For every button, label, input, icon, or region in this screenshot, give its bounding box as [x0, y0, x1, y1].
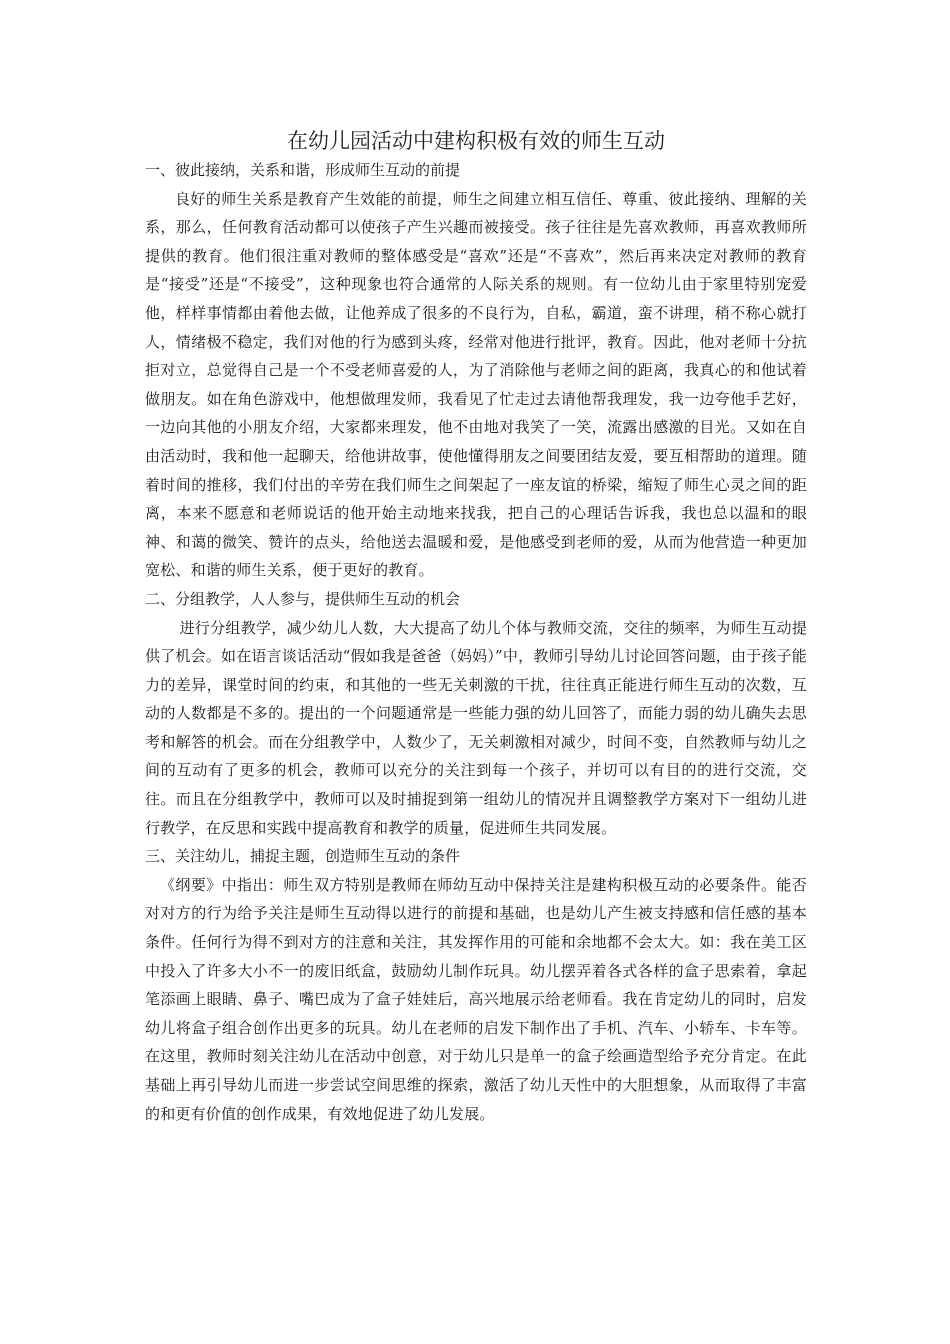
section-heading: 三、关注幼儿，捕捉主题，创造师生互动的条件: [145, 847, 461, 866]
section-1: [145, 156, 807, 585]
section-heading: 二、分组教学，人人参与，提供师生互动的机会: [145, 589, 461, 608]
section-paragraph: 进行分组教学，减少幼儿人数，大大提高了幼儿个体与教师交流，交往的频率，为师生互动提供了机会。如在语言谈话活动“假如我是爸爸（妈妈）”中，教师引导幼儿讨论回答问题，由于孩子能力的差异，课堂时间的约束，和其他的一些无关刺激的干扰，往往真正能进行师生互动的次数，互动的人数都是不多的。提出的一个问题通常是一些能力强的幼儿回答了，而能力弱的幼儿确失去思考和解答的机会。而在分组教学中，人数少了，无关刺激相对减少，时间不变，自然教师与幼儿之间的互动有了更多的机会，教师可以充分的关注到每一个孩子，并切可以有目的的进行交流，交往。而且在分组教学中，教师可以及时捕捉到第一组幼儿的情况并且调整教学方案对下一组幼儿进行教学，在反思和实践中提高教育和教学的质量，促进师生共同发展。: [145, 618, 807, 837]
section-3: [145, 842, 807, 1128]
section-heading: 一、彼此接纳，关系和谐，形成师生互动的前提: [145, 161, 461, 179]
document-body: [145, 126, 807, 1128]
section-2: [145, 585, 807, 842]
section-paragraph: 良好的师生关系是教育产生效能的前提，师生之间建立相互信任、尊重、彼此接纳、理解的关系，那么，任何教育活动都可以使孩子产生兴趣而被接受。孩子往往是先喜欢教师，再喜欢教师所提供的教育。他们很注重对教师的整体感受是“喜欢”还是“不喜欢”，然后再来决定对教师的教育是“接受”还是“不接受”，这种现象也符合通常的人际关系的规则。有一位幼儿由于家里特别宠爱他，样样事情都由着他去做，让他养成了很多的不良行为，自私，霸道，蛮不讲理，稍不称心就打人，情绪极不稳定，我们对他的行为感到头疼，经常对他进行批评，教育。因此，他对老师十分抗拒对立，总觉得自己是一个不受老师喜爱的人，为了消除他与老师之间的距离，我真心的和他试着做朋友。如在角色游戏中，他想做理发师，我看见了忙走过去请他帮我理发，我一边夸他手艺好，一边向其他的小朋友介绍，大家都来理发，他不由地对我笑了一笑，流露出感激的目光。又如在自由活动时，我和他一起聊天，给他讲故事，使他懂得朋友之间要团结友爱，要互相帮助的道理。随着时间的推移，我们付出的辛劳在我们师生之间架起了一座友谊的桥梁，缩短了师生心灵之间的距离，本来不愿意和老师说话的他开始主动地来找我，把自己的心理话告诉我，我也总以温和的眼神、和蔼的微笑、赞许的点头，给他送去温暖和爱，是他感受到老师的爱，从而为他营造一种更加宽松、和谐的师生关系，便于更好的教育。: [145, 189, 807, 580]
section-paragraph: 《纲要》中指出：师生双方特别是教师在师幼互动中保持关注是建构积极互动的必要条件。能否对对方的行为给予关注是师生互动得以进行的前提和基础，也是幼儿产生被支持感和信任感的基本条件。任何行为得不到对方的注意和关注，其发挥作用的可能和余地都不会太大。如：我在美工区中投入了许多大小不一的废旧纸盒，鼓励幼儿制作玩具。幼儿摆弄着各式各样的盒子思索着，拿起笔添画上眼睛、鼻子、嘴巴成为了盒子娃娃后，高兴地展示给老师看。我在肯定幼儿的同时，启发幼儿将盒子组合创作出更多的玩具。幼儿在老师的启发下制作出了手机、汽车、小轿车、卡车等。在这里，教师时刻关注幼儿在活动中创意，对于幼儿只是单一的盒子绘画造型给予充分肯定。在此基础上再引导幼儿而进一步尝试空间思维的探索，激活了幼儿天性中的大胆想象，从而取得了丰富的和更有价值的创作成果，有效地促进了幼儿发展。: [145, 875, 807, 1123]
document-title: 在幼儿园活动中建构积极有效的师生互动: [287, 129, 665, 153]
